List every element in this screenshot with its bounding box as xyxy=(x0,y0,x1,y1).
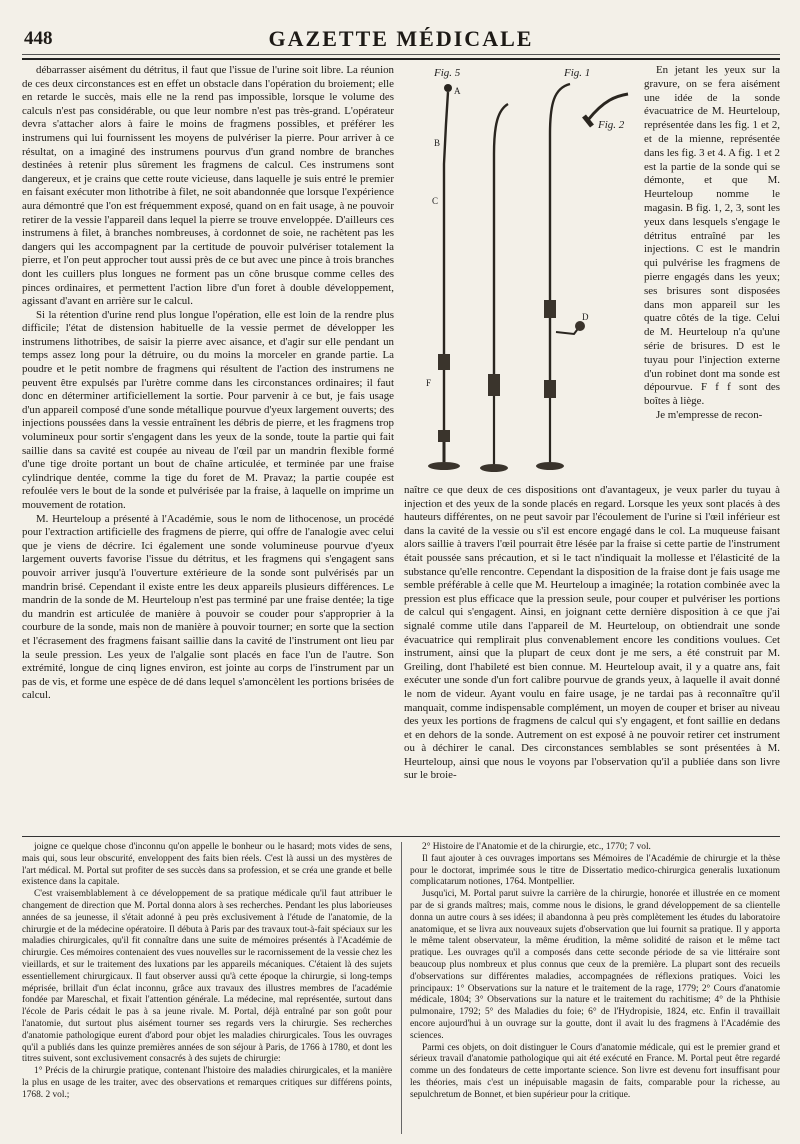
fig2-label: Fig. 2 xyxy=(598,119,625,131)
upper-right-narrow-column xyxy=(644,64,780,480)
newspaper-page xyxy=(22,14,780,1134)
feuilleton-section xyxy=(22,842,780,1134)
upper-right-wide-column xyxy=(404,484,780,834)
paragraph: débarrasser aisément du détritus, il faut que l'issue de l'urine soit libre. La réunion de ces deux circonstances est en effet un obstacle dans l'opération du broiement; elle en retarde le succès, mais elle ne la rend pas impossible, lorsque le volume des calculs n'est pas considérable, ou que leur nombre n'est pas très-grand. L'opérateur devra s'attacher alors à faire le moins de fragmens possibles, et préférer les instrumens qui lui fournissent les moyens de pulvériser la pierre. Pour arriver à ce résultat, on a imaginé des instrumens pourvus d'un grand nombre de branches destinées à retenir plus sûrement les fragmens de calcul. Ces instrumens sont dangereux, et je crains que cette route vicieuse, dans laquelle je suis entré le premier en faisant exécuter mon lithotribe à filet, ne soit abandonnée que lorsque l'expérience aura démontré que l'on est fréquemment exposé, quand on en fait usage, à ne pouvoir retirer de la vessie l'appareil dans lequel la pierre se trouve enveloppée. D'ailleurs ces instrumens à filet, à branches nombreuses, à cordonnet de soie, ne rachètent pas les dangers qui les accompagnent par la certitude de pouvoir pulvériser totalement la pierre, et l'on peut approcher tout aussi près de ce but avec une pince à trois branches dont les cuillers plus longues ne forment pas un cône brusque comme celles des pinces ordinaires, et permettent l'action libre d'un foret à double développement, agissant d'avant en arrière sur le calcul. xyxy=(22,64,394,308)
journal-title: GAZETTE MÉDICALE xyxy=(268,26,534,51)
paragraph: Parmi ces objets, on doit distinguer le Cours d'anatomie médicale, qui est le premier grand et sérieux travail d'anatomie pathologique qui ait été exécuté en France. M. Portal peut être regardé comme un des fondateurs de cette importante science. Son livre est devenu fort insuffisant pour les théories, mais c'est un inépuisable magasin de faits, comparable pour la richesse, au sepulchretum de Bonnet, et bien supérieur pour la critique. xyxy=(410,1042,780,1100)
paragraph: 1° Précis de la chirurgie pratique, contenant l'histoire des maladies chirurgicales, et la manière la plus en usage de les traiter, avec des observations et remarques critiques sur différens points, 1768. 2 vol.; xyxy=(22,1066,392,1100)
instrument-figure xyxy=(404,64,640,480)
paragraph: joigne ce quelque chose d'inconnu qu'on appelle le bonheur ou le hasard; mots vides de sens, mais qui, sous leur obscurité, enveloppent des faits bien réels. C'est là aussi un des mystères de l'art médical. M. Portal sut profiter de ses succès dans sa profession, et se créa une grande et belle existence dans la capitale. xyxy=(22,842,392,888)
feuilleton-left-column xyxy=(22,842,392,1134)
paragraph: M. Heurteloup a présenté à l'Académie, sous le nom de lithocenose, un procédé pour l'extraction artificielle des fragmens de pierre, qui offre de l'analogie avec celui que je viens de décrire. Ici également une sonde volumineuse pourvue d'yeux largement ouverts favorise l'issue du détritus, et les fragmens qui s'engagent sans pouvoir arriver jusqu'à l'ouverture extérieure de la sonde sont pulvérisés par un mandrin brisé. Cependant il existe entre les deux appareils plusieurs différences. Le mandrin de la sonde de M. Heurteloup n'est pas terminé par une fraise dentée; la tige du mandrin est articulée de manière à pouvoir se couder pour s'approprier à la courbure de la sonde, mais non de manière à pouvoir tourner; en sorte que la section et l'écrasement des fragmens faisant saillie dans la cavité de l'instrument ont lieu par la seule pression. Les yeux de l'algalie sont placés en face l'un de l'autre. Son extrémité, longue de cinq lignes environ, est jointe au corps de l'instrument par un pas de vis, et forme une espèce de dé dans lequel s'amoncèlent les portions brisées de calcul. xyxy=(22,512,394,702)
upper-left-column xyxy=(22,64,394,834)
paragraph: Si la rétention d'urine rend plus longue l'opération, elle est loin de la rendre plus difficile; l'état de distension habituelle de la vessie permet de développer les instrumens lithotribes, de saisir la pierre avec aisance, et d'agir sur elle pendant un temps assez long pour la détruire, ou du moins la morceler en grande partie. La poudre et le petit nombre de fragmens qui résultent de l'action des instrumens ne peuvent être expulsés par l'urètre comme dans les circonstances ordinaires; il faut donc en déterminer artificiellement la sortie. Pour parvenir à ce but, je fais usage d'un appareil composé d'une sonde métallique pourvue d'yeux largement ouverts; des injections poussées dans la vessie entraînent les débris de pierre, et les fragmens trop volumineux pour sortir s'engagent dans les yeux de la sonde, toute la partie qui fait saillie dans sa cavité est coupée au niveau de l'œil par un mandrin flexible formé d'une tige droite portant un bout de chaîne articulée, et terminée par une fraise cylindrique dentée, comme la tige du foret de M. Pravaz; la partie coupée est refoulée vers le bout de la sonde et pulvérisée par la fraise, à laquelle on imprime un mouvement de rotation. xyxy=(22,308,394,511)
letter-c: C xyxy=(432,196,439,206)
paragraph: En jetant les yeux sur la gravure, on se fera aisément une idée de la sonde évacuatrice de M. Heurteloup, représentée dans les fig. 1 et 2, et de la mienne, représentée dans les fig. 3 et 4. A fig. 1 et 2 est la partie de la sonde qui se démonte, et que M. Heurteloup nomme le magasin. B fig. 1, 2, 3, sont les yeux dans lesquels s'engage le détritus entraîné par les injections. C est le mandrin qui pulvérise les fragmens de pierre engagés dans les yeux; ses brisures sont disposées dans mon appareil sur les quatre côtés de la tige. Celui de M. Heurteloup n'a qu'une série de brisures. D est le tuyau pour l'injection externe d'un robinet dont ma sonde est dépourvue. F f f sont des boîtes à liège. xyxy=(644,64,780,408)
paragraph: Jusqu'ici, M. Portal parut suivre la carrière de la chirurgie, honorée et illustrée en ce moment par de si grands maîtres; mais, comme nous le disions, le grand développement de sa clientelle donna un autre cours à ses idées; il abandonna à peu près complètement les études du laboratoire anatomique, et se livra aux nouveaux sujets d'observation que lui fournit sa pratique. Il y apporta le même talent observateur, la même érudition, la même solidité de raison et le même tact pratique. Les ouvrages qu'il a composés dans cette seconde période de sa vie littéraire sont beaucoup plus nombreux et plus connus que ceux de la première. La plupart sont des recueils d'observations sur différentes maladies, accompagnées de réflexions pratiques. Voici les principaux: 1° Observations sur la nature et le traitement de la rage, 1779; 2° Cours d'anatomie médicale, 1804; 3° Observations sur la nature et le traitement du rachitisme; 4° de la Phthisie pulmonaire, 1792; 5° des Maladies du foie; 6° de l'Hydropisie, 1824, etc. Enfin il travaillait encore aujourd'hui à un ouvrage sur la goutte, dont il avait lu des fragmens à l'Académie des sciences. xyxy=(410,889,780,1041)
page-header xyxy=(22,14,780,60)
letter-f: F xyxy=(426,378,432,388)
feuilleton-right-column xyxy=(410,842,780,1134)
instrument-fig5 xyxy=(428,84,460,470)
upper-section xyxy=(22,64,780,834)
header-rule xyxy=(22,54,780,55)
column-rule xyxy=(401,842,402,1134)
paragraph: Je m'empresse de recon- xyxy=(656,408,763,421)
fig5-label: Fig. 5 xyxy=(434,67,461,79)
instrument-fig1 xyxy=(536,84,585,470)
letter-a: A xyxy=(454,86,461,96)
paragraph: Il faut ajouter à ces ouvrages importans ses Mémoires de l'Académie de chirurgie et la thèse pour le doctorat, imprimée sous le titre de Dissertatio medico-chirurgica generalis luxationum complicatarum notiones, 1764. Montpellier. xyxy=(410,853,780,888)
letter-d: D xyxy=(582,312,589,322)
instrument-2 xyxy=(480,104,508,472)
page-number: 448 xyxy=(24,28,53,49)
feuilleton-divider xyxy=(22,836,780,837)
paragraph: C'est vraisemblablement à ce développement de sa pratique médicale qu'il faut attribuer le changement de direction que M. Portal donna alors à ses recherches. Pendant les plus laborieuses années de sa jeunesse, il s'était adonné à peu près exclusivement à l'étude de l'anatomie, de la chirurgie et de la médecine opératoire. Il débuta à Paris par des travaux tout-à-fait spéciaux sur les maladies chirurgicales, qu'il fit connaître dans une suite de mémoires présentés à l'Académie de chirurgie. Ces mémoires contenaient des vues nouvelles sur le racornissement de la vessie chez les vieillards, et sur le traitement des luxations par les appareils mécaniques. C'étaient là des sujets essentiellement chirurgicaux. Il faut observer aussi qu'à cette époque la chirurgie, si long-temps méprisée, brillait d'un éclat inconnu, grâce aux travaux des illustres membres de l'académie fondée par Mareschal, et fixait l'attention générale. La médecine, mal représentée, surtout dans l'école de Paris cédait le pas à sa jeune rivale. M. Portal, déjà entraîné par son goût pour l'anatomie, dut surtout plus aisément tourner ses regards vers la chirurgie. Ses recherches d'anatomie pathologique eurent d'abord pour objet les maladies chirurgicales. Tous les ouvrages qu'il a publiés dans les quinze premières années de son séjour à Paris, de 1766 à 1780, et dont les titres suivent, sont exclusivement consacrés à des sujets de chirurgie: xyxy=(22,889,392,1065)
paragraph: 2° Histoire de l'Anatomie et de la chirurgie, etc., 1770; 7 vol. xyxy=(422,842,651,852)
paragraph: naître ce que deux de ces dispositions ont d'avantageux, je veux parler du tuyau à injection et des yeux de la sonde placés en regard. Lorsque les yeux sont placés à des hauteurs différentes, on ne peut savoir par l'écoulement de l'urine si l'œil inférieur est dans la cavité de la vessie ou s'il est encore engagé dans le col. La muqueuse faisant alors saillie à travers l'œil pourrait être lésée par la fraise si cette partie de l'instrument était poussée sans précaution, et si le tact n'indiquait la mollesse et l'élasticité de la substance qu'elle rencontre. Cependant la disposition de la fraise dont je fais usage me semble préférable à celle que M. Heurteloup a imaginée; la rotation combinée avec la pression est plus efficace que la pression seule, pour couper et pulvériser les portions de calcul qui s'engagent. Ainsi, en joignant cette dernière disposition à ce que j'ai signalé comme utile dans l'appareil de M. Heurteloup, on obtiendrait une sonde évacuatrice qui remplirait plus convenablement encore les conditions voulues. Cet instrument, ainsi que la plupart de ceux dont je me sers, a été construit par M. Greiling, dont l'habileté est bien connue. M. Heurteloup avait, il y a quatre ans, fait exécuter une sonde d'un fort calibre pourvue de grands yeux, à laquelle il avait donné le nom de videur. Ayant voulu en faire usage, je ne tardai pas à reconnaître qu'il manquait, comme indispensable complément, un moyen de couper et briser au niveau des yeux les portions de fragmens de calcul qui s'y engagent, et font saillie en dedans et en dehors de la sonde. Autrement on est exposé à ne pouvoir retirer cet instrument ou à déchirer le canal. Des circonstances semblables se sont présentées à M. Heurteloup, ainsi que nous le voyons par l'observation qu'il a publiée dans son livre sur le broie- xyxy=(404,484,780,782)
letter-b: B xyxy=(434,138,441,148)
fig1-label: Fig. 1 xyxy=(564,67,591,79)
